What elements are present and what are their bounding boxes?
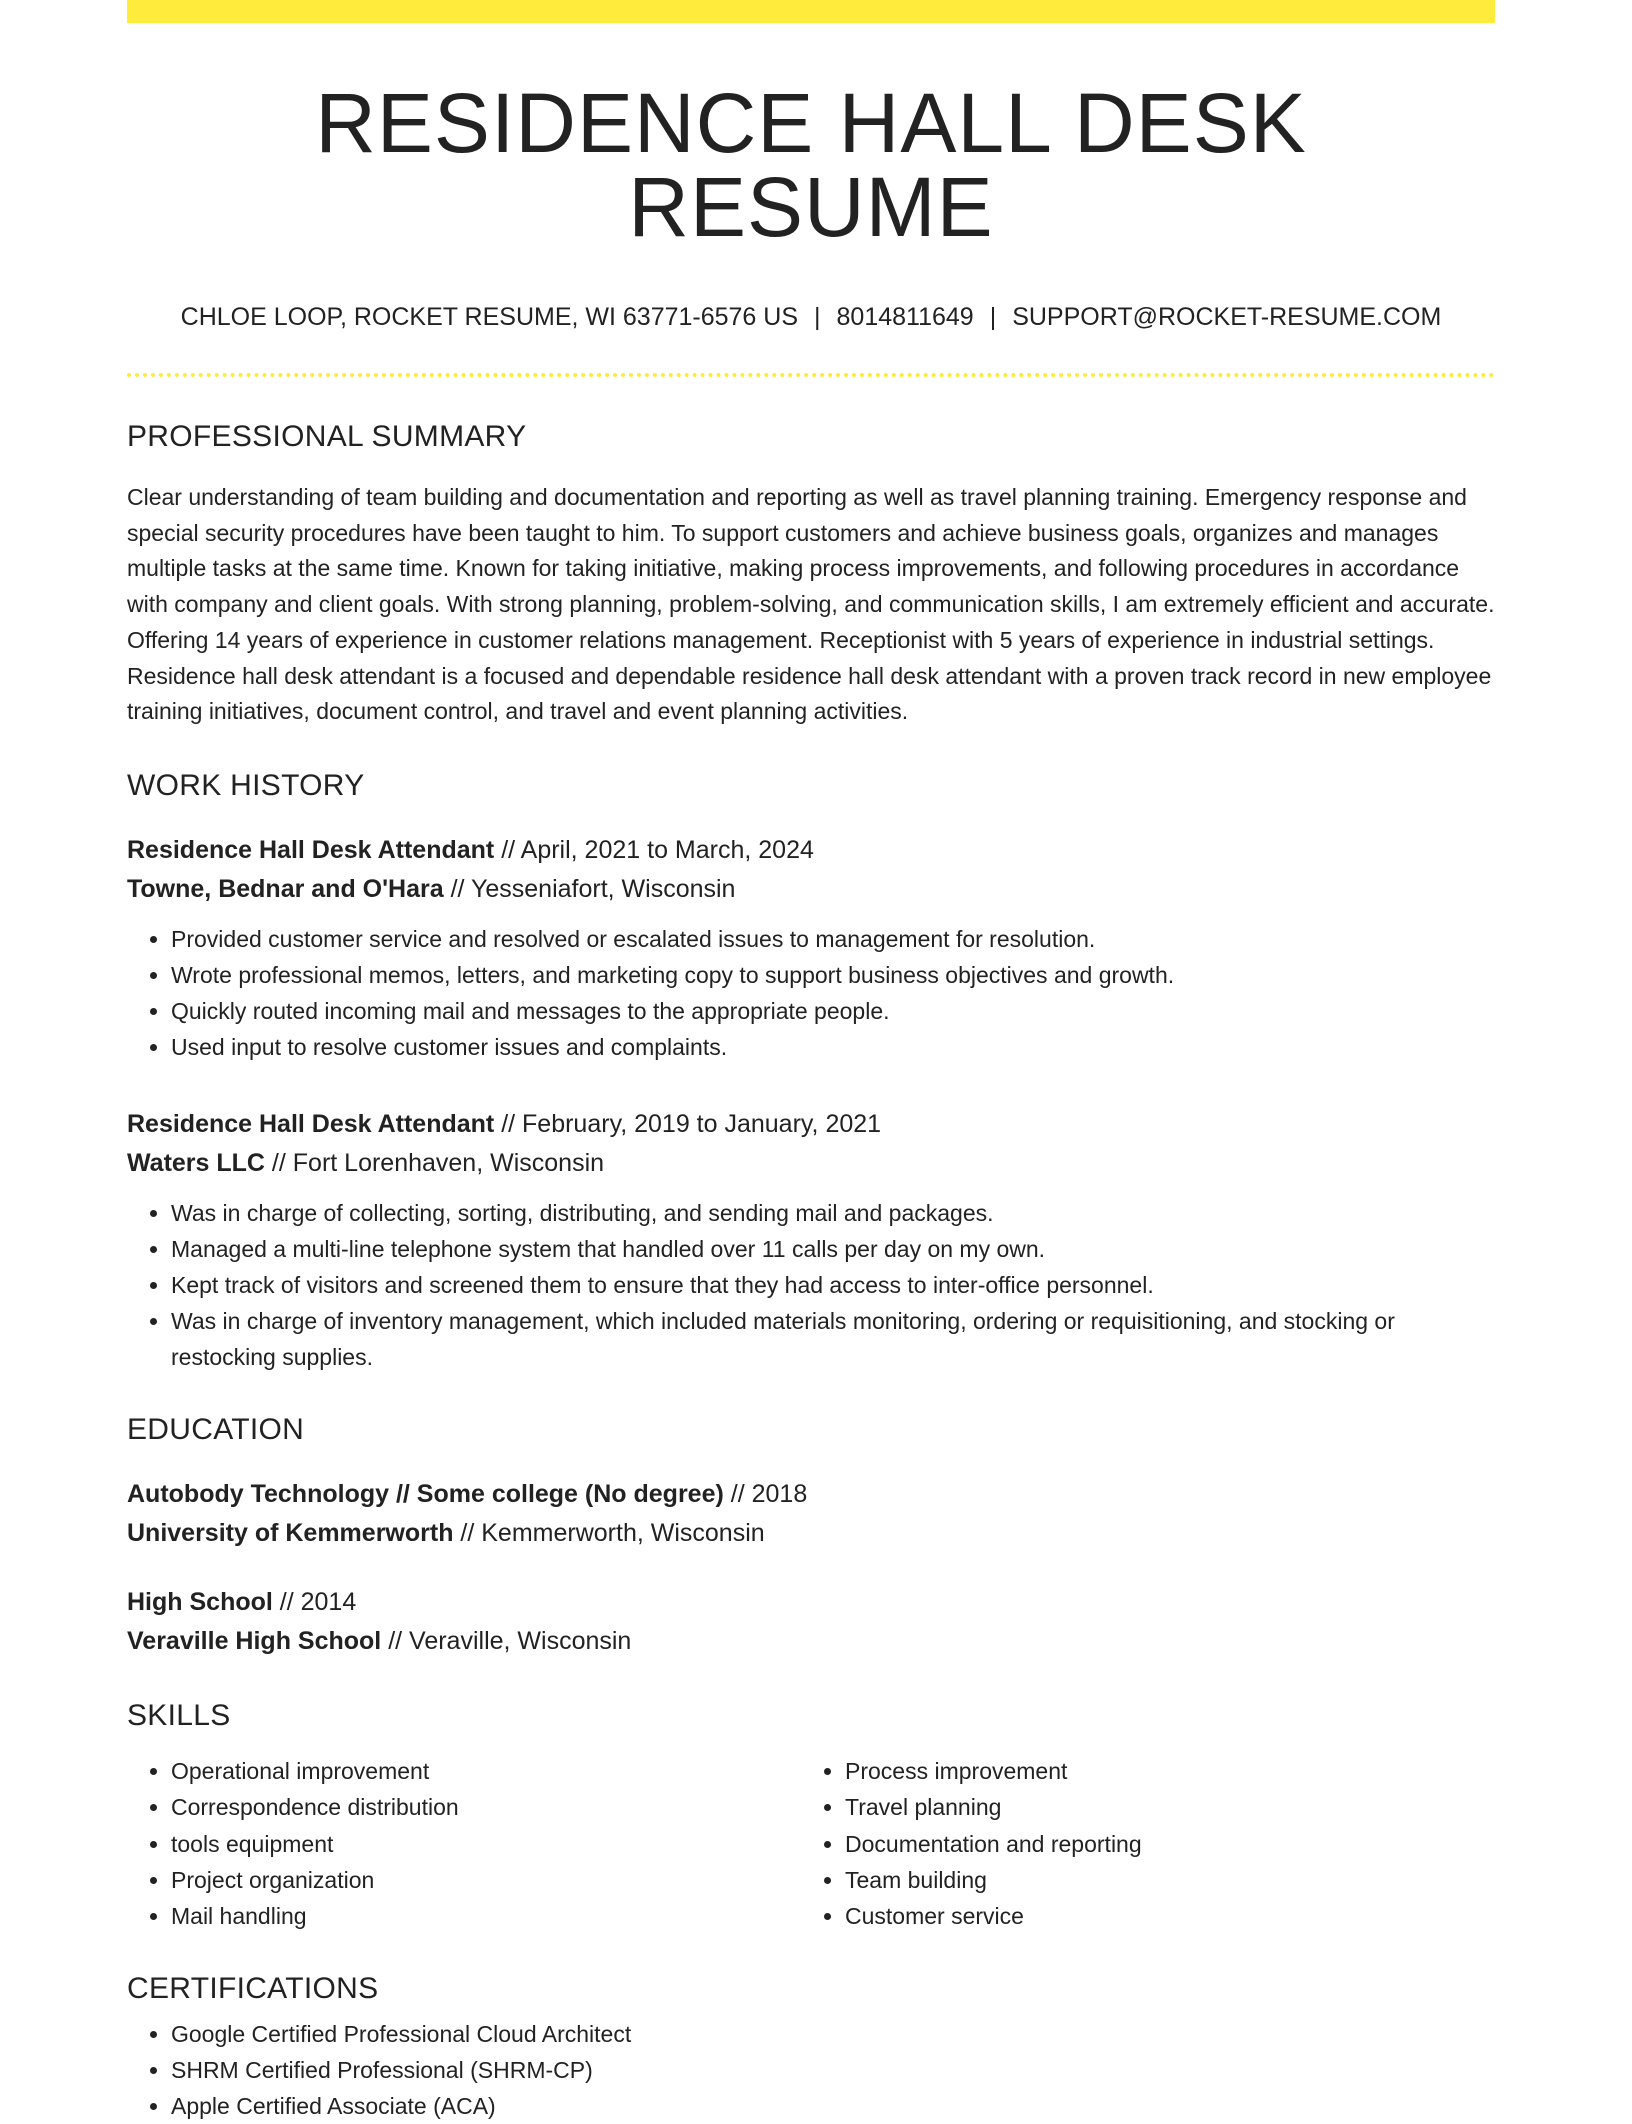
education-degree: Autobody Technology // Some college (No degree) bbox=[127, 1479, 724, 1508]
summary-text: Clear understanding of team building and documentation and reporting as well as travel planning training. Emergency response and special security procedures have been taught to him. To support customers and achieve business goals, organizes and manages multiple tasks at the same time. Known for taking initiative, making process improvements, and following procedures in accordance with company and client goals. With strong planning, problem-solving, and communication skills, I am extremely efficient and accurate. Offering 14 years of experience in customer relations management. Receptionist with 5 years of experience in industrial settings. Residence hall desk attendant is a focused and dependable residence hall desk attendant with a proven track record in new employee training initiatives, document control, and travel and event planning activities. bbox=[127, 484, 1495, 725]
job-location: // Fort Lorenhaven, Wisconsin bbox=[264, 1148, 605, 1177]
education-year: // 2014 bbox=[272, 1587, 357, 1616]
list-item: • Quickly routed incoming mail and messages to the appropriate people. bbox=[171, 993, 1495, 1029]
job-title-line bbox=[127, 1105, 1495, 1144]
list-item: • Process improvement bbox=[845, 1753, 1475, 1789]
contact-phone: 8014811649 bbox=[836, 303, 974, 331]
job-bullets bbox=[127, 921, 1495, 1065]
job-title-line bbox=[127, 831, 1495, 870]
summary-heading: PROFESSIONAL SUMMARY bbox=[127, 420, 527, 453]
list-item: • Travel planning bbox=[845, 1789, 1475, 1825]
education-year: // 2018 bbox=[723, 1479, 808, 1508]
contact-line bbox=[127, 305, 1495, 330]
list-item: • Google Certified Professional Cloud Architect bbox=[171, 2016, 1495, 2052]
list-item: • Provided customer service and resolved or escalated issues to management for resolution. bbox=[171, 921, 1495, 957]
job-dates: // February, 2019 to January, 2021 bbox=[494, 1109, 882, 1138]
list-item: • tools equipment bbox=[171, 1826, 801, 1862]
education-degree-line bbox=[127, 1475, 1495, 1514]
education-entry bbox=[127, 1475, 1495, 1553]
education-school: University of Kemmerworth bbox=[127, 1518, 454, 1547]
education-school-line bbox=[127, 1622, 1495, 1661]
education-heading: EDUCATION bbox=[127, 1412, 305, 1446]
contact-address: CHLOE LOOP, ROCKET RESUME, WI 63771-6576 US bbox=[180, 303, 799, 331]
list-item: • Wrote professional memos, letters, and marketing copy to support business objectives and growth. bbox=[171, 957, 1495, 993]
list-item: • Mail handling bbox=[171, 1898, 801, 1934]
education-degree: High School bbox=[127, 1587, 273, 1616]
education-school: Veraville High School bbox=[127, 1626, 382, 1655]
list-item: • Was in charge of collecting, sorting, distributing, and sending mail and packages. bbox=[171, 1195, 1495, 1231]
contact-separator: | bbox=[989, 303, 997, 331]
dotted-divider bbox=[127, 373, 1495, 377]
education-location: // Veraville, Wisconsin bbox=[381, 1626, 632, 1655]
skills-list-left bbox=[127, 1753, 801, 1934]
job-entry bbox=[127, 1105, 1495, 1375]
list-item: • Was in charge of inventory management, which included materials monitoring, ordering or requisitioning, and stocking or restocking supplies. bbox=[171, 1303, 1495, 1375]
list-item: • Kept track of visitors and screened them to ensure that they had access to inter-office personnel. bbox=[171, 1267, 1495, 1303]
list-item: • Project organization bbox=[171, 1862, 801, 1898]
list-item: • Correspondence distribution bbox=[171, 1789, 801, 1825]
job-company-line bbox=[127, 1144, 1495, 1183]
resume-page bbox=[127, 0, 1495, 2124]
education-degree-line bbox=[127, 1583, 1495, 1622]
skills-heading: SKILLS bbox=[127, 1698, 231, 1732]
job-company: Waters LLC bbox=[127, 1148, 265, 1177]
list-item: • Operational improvement bbox=[171, 1753, 801, 1789]
education-location: // Kemmerworth, Wisconsin bbox=[453, 1518, 765, 1547]
resume-title: RESIDENCE HALL DESK RESUME bbox=[315, 76, 1307, 254]
list-item: • Managed a multi-line telephone system that handled over 11 calls per day on my own. bbox=[171, 1231, 1495, 1267]
list-item: • Documentation and reporting bbox=[845, 1826, 1475, 1862]
list-item: • Apple Certified Associate (ACA) bbox=[171, 2088, 1495, 2124]
skills-grid bbox=[127, 1753, 1495, 1934]
job-title: Residence Hall Desk Attendant bbox=[127, 835, 495, 864]
job-location: // Yesseniafort, Wisconsin bbox=[443, 874, 736, 903]
contact-email: SUPPORT@ROCKET-RESUME.COM bbox=[1012, 303, 1442, 331]
job-company-line bbox=[127, 870, 1495, 909]
job-dates: // April, 2021 to March, 2024 bbox=[494, 835, 814, 864]
certifications-list bbox=[127, 2016, 1495, 2124]
list-item: • SHRM Certified Professional (SHRM-CP) bbox=[171, 2052, 1495, 2088]
job-company: Towne, Bednar and O'Hara bbox=[127, 874, 444, 903]
accent-top-bar bbox=[127, 0, 1495, 23]
list-item: • Team building bbox=[845, 1862, 1475, 1898]
list-item: • Customer service bbox=[845, 1898, 1475, 1934]
job-entry bbox=[127, 831, 1495, 1065]
work-history-heading: WORK HISTORY bbox=[127, 768, 365, 802]
skills-list-right bbox=[801, 1753, 1475, 1934]
job-title: Residence Hall Desk Attendant bbox=[127, 1109, 495, 1138]
contact-separator: | bbox=[814, 303, 821, 331]
job-bullets bbox=[127, 1195, 1495, 1375]
list-item: • Used input to resolve customer issues and complaints. bbox=[171, 1029, 1495, 1065]
certifications-heading: CERTIFICATIONS bbox=[127, 1972, 379, 2006]
education-entry bbox=[127, 1583, 1495, 1661]
education-school-line bbox=[127, 1514, 1495, 1553]
